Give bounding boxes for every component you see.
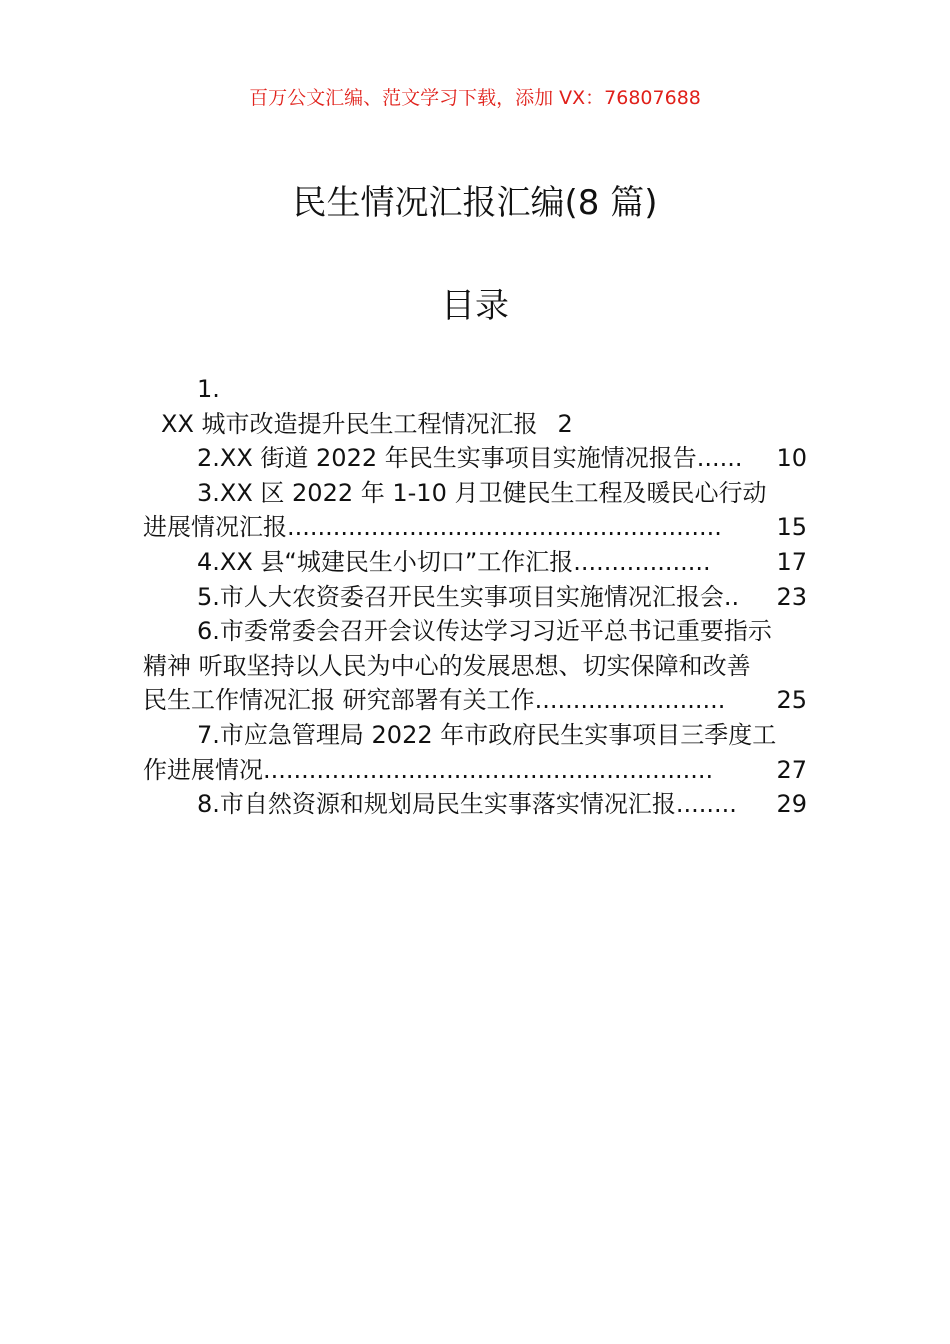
toc-item-1-text: XX 城市改造提升民生工程情况汇报 [161, 409, 538, 438]
toc-item-2[interactable] [143, 441, 807, 476]
toc-item-6-text-line-3: 民生工作情况汇报 研究部署有关工作 [143, 686, 535, 715]
toc-item-5-leader: .. [723, 582, 740, 611]
toc-item-1-number-line [143, 372, 807, 407]
toc-item-7-page: 27 [776, 755, 807, 784]
document-title: 民生情况汇报汇编(8 篇) [292, 183, 658, 223]
toc-item-3-line-1[interactable] [143, 476, 807, 511]
promo-banner: 百万公文汇编、范文学习下载，添加 VX：76807688 [249, 87, 701, 109]
toc-item-3-leader: ......................................................... [287, 513, 722, 542]
toc-item-3-line-2[interactable] [143, 510, 807, 545]
toc-item-6-line-1[interactable] [143, 614, 807, 649]
toc-item-6-line-2[interactable] [143, 649, 807, 684]
toc-item-7-leader: ........................................................... [263, 755, 714, 784]
toc-item-2-page: 10 [776, 444, 807, 473]
toc-item-4-leader: .................. [573, 547, 711, 576]
toc-item-8-text: 8.市自然资源和规划局民生实事落实情况汇报 [197, 790, 676, 819]
toc-item-6-text-line-2: 精神 听取坚持以人民为中心的发展思想、切实保障和改善 [143, 651, 751, 680]
toc-item-7-text-line-1: 7.市应急管理局 2022 年市政府民生实事项目三季度工 [197, 720, 777, 749]
toc-item-6-text-line-1: 6.市委常委会召开会议传达学习习近平总书记重要指示 [197, 617, 772, 646]
toc-item-1-page: 2 [557, 409, 573, 438]
toc-item-3-page: 15 [776, 513, 807, 542]
toc-heading: 目录 [441, 286, 509, 326]
toc-item-7-line-1[interactable] [143, 718, 807, 753]
toc-item-6-leader: ......................... [534, 686, 726, 715]
toc-item-1[interactable] [143, 407, 807, 442]
toc-item-5-page: 23 [776, 582, 807, 611]
toc-item-4-page: 17 [776, 547, 807, 576]
toc-item-8[interactable] [143, 787, 807, 822]
toc-item-4[interactable] [143, 545, 807, 580]
toc-item-3-text-line-2: 进展情况汇报 [143, 513, 287, 542]
toc-item-4-text: 4.XX 县“城建民生小切口”工作汇报 [197, 547, 574, 576]
toc-item-5[interactable] [143, 580, 807, 615]
table-of-contents [143, 372, 807, 822]
toc-item-7-text-line-2: 作进展情况 [143, 755, 263, 784]
toc-item-2-leader: ...... [696, 444, 743, 473]
toc-item-6-line-3[interactable] [143, 683, 807, 718]
toc-item-6-page: 25 [776, 686, 807, 715]
toc-item-5-text: 5.市人大农资委召开民生实事项目实施情况汇报会 [197, 582, 724, 611]
toc-item-7-line-2[interactable] [143, 753, 807, 788]
toc-item-3-text-line-1: 3.XX 区 2022 年 1-10 月卫健民生工程及暖民心行动 [197, 478, 767, 507]
toc-item-8-leader: ........ [675, 790, 737, 819]
toc-item-8-page: 29 [776, 790, 807, 819]
toc-item-1-number: 1. [197, 375, 220, 403]
toc-item-2-text: 2.XX 街道 2022 年民生实事项目实施情况报告 [197, 444, 697, 473]
